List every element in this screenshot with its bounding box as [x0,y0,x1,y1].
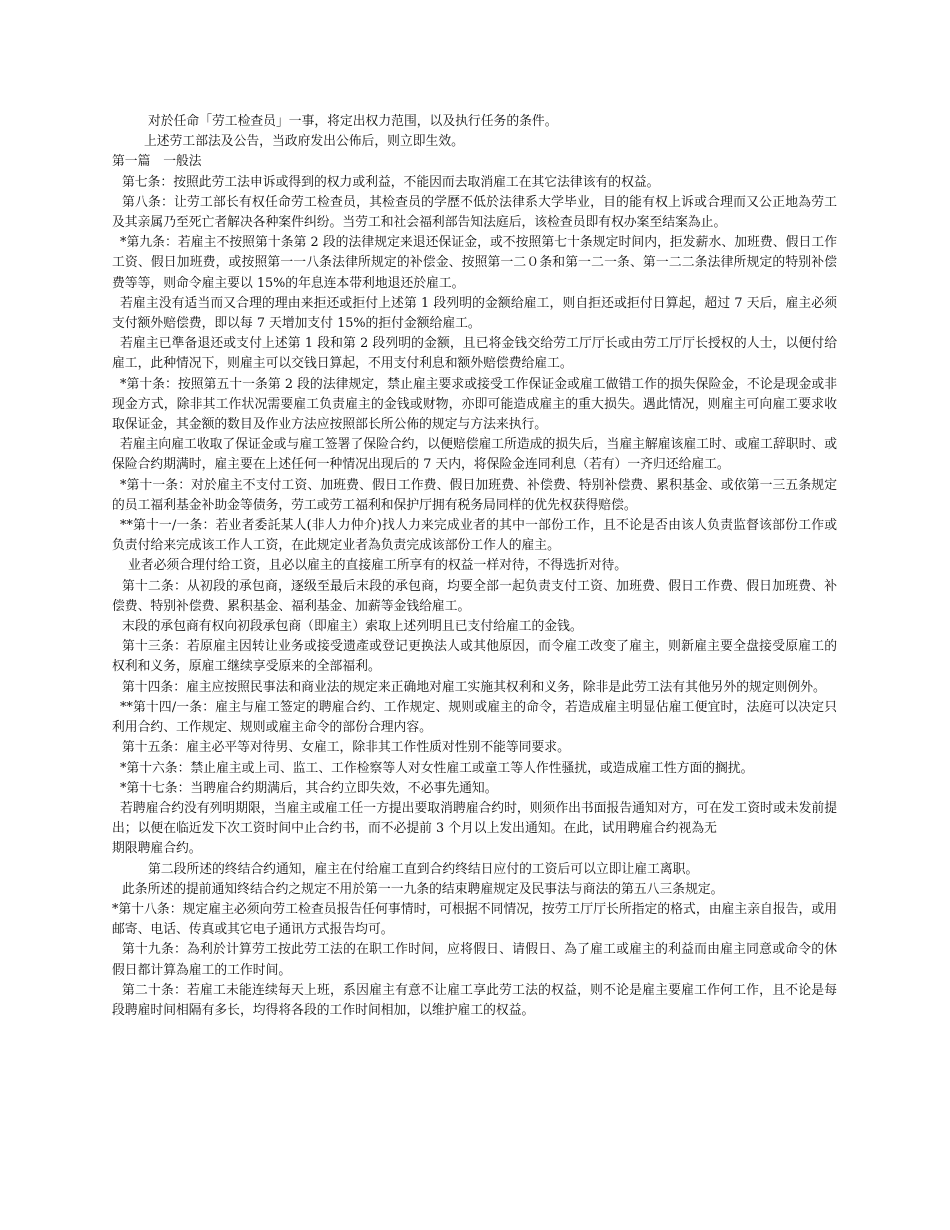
paragraph-effective-date: 上述劳工部法及公告，当政府发出公佈后，则立即生效。 [144,134,464,150]
article-12: 第十二条：从初段的承包商，逐级至最后末段的承包商，均要全部一起负责支付工资、加班费、假日工作费、假日加班费、补偿费、特别补偿费、累积基金、福利基金、加薪等金钱给雇工。 [112,578,837,614]
article-11: *第十一条：对於雇主不支付工资、加班费、假日工作费、假日加班费、补偿费、特别补偿费、累积基金、或依第一三五条规定的员工福利基金补助金等债务，劳工或劳工福利和保护厅拥有税务局同样的优先权获得赔偿。 [112,477,837,513]
article-18: *第十八条：规定雇主必须向劳工检查员报告任何事情时，可根据不同情况，按劳工厅厅长所指定的格式，由雇主亲自报告，或用邮寄、电话、传真或其它电子通讯方式报告均可。 [112,901,837,938]
article-20: 第二十条：若雇工未能连续每天上班，系因雇主有意不让雇工享此劳工法的权益，则不论是雇主要雇工作何工作，且不论是每段聘雇时间相隔有多长，均得将各段的工作时间相加，以维护雇工的权益。 [112,982,837,1018]
article-9-para-2: 若雇主没有适当而又合理的理由来拒还或拒付上述第 1 段列明的金额给雇工，则自拒还或拒付日算起，超过 7 天后，雇主必须支付额外赔偿费，即以每 7 天增加支付 15%的拒付金额给雇工。 [112,295,837,332]
article-12-para-2: 末段的承包商有权向初段承包商（即雇主）索取上述列明且已支付给雇工的金钱。 [122,619,583,635]
article-11-1-para-2: 业者必须合理付给工资，且必以雇主的直接雇工所享有的权益一样对待，不得选折对待。 [128,558,628,574]
article-17-para-3: 第二段所述的终结合约通知，雇主在付给雇工直到合约终结日应付的工资后可以立即让雇工离职。 [148,861,699,877]
article-17-para-2: 若聘雇合约没有列明期限，当雇主或雇工任一方提出要取消聘雇合约时，则须作出书面报告通知对方，可在发工资时或未发前提出；以便在临近发下次工资时间中止合约书，而不必提前 3 个月以上发出通知。在此，试用聘雇合约视為无 [112,800,837,837]
article-15: 第十五条：雇主必平等对待男、女雇工，除非其工作性质对性别不能等同要求。 [122,740,570,756]
article-17-para-4: 此条所述的提前通知终结合约之规定不用於第一一九条的结束聘雇规定及民事法与商法的第五八三条规定。 [122,881,724,897]
chapter-heading: 第一篇 一般法 [112,154,202,170]
article-19: 第十九条：為利於计算劳工按此劳工法的在职工作时间，应将假日、请假日、為了雇工或雇主的利益而由雇主同意或命令的休假日都计算為雇工的工作时间。 [112,942,837,978]
article-10-para-2: 若雇主向雇工收取了保证金或与雇工签署了保险合约，以便赔偿雇工所造成的损失后，当雇主解雇该雇工时、或雇工辞职时、或保险合约期满时，雇主要在上述任何一种情况出现后的 7 天内，将保险金连同利息（若有）一齐归还给雇工。 [112,437,837,473]
article-9-para-3: 若雇主已準备退还或支付上述第 1 段和第 2 段列明的金额，且已将金钱交给劳工厅厅长或由劳工厅厅长授权的人士，以便付给雇工，此种情况下，则雇主可以交钱日算起，不用支付利息和额外赔偿费给雇工。 [112,336,837,372]
article-14-1: **第十四/一条：雇主与雇工签定的聘雇合约、工作规定、规则或雇主的命令，若造成雇主明显佔雇工便宜时，法庭可以决定只利用合约、工作规定、规则或雇主命令的部份合理内容。 [112,699,837,736]
article-16: *第十六条：禁止雇主或上司、监工、工作检察等人对女性雇工或童工等人作性骚扰，或造成雇工性方面的搁扰。 [120,760,754,776]
document-page [112,112,837,1021]
article-17: *第十七条：当聘雇合约期满后，其合约立即失效，不必事先通知。 [120,780,498,796]
article-10: *第十条：按照第五十一条第 2 段的法律规定，禁止雇主要求或接受工作保证金或雇工做错工作的损失保险金，不论是现金或非现金方式，除非其工作状况需要雇工负责雇主的金钱或财物，亦即可能造成雇主的重大损失。遇此情况，则雇主可向雇工要求收取保证金，其金额的数目及作业方法应按照部长所公佈的规定与方法来执行。 [112,376,837,433]
article-9: *第九条：若雇主不按照第十条第 2 段的法律规定来退还保证金，或不按照第七十条规定时间内，拒发薪水、加班费、假日工作工资、假日加班费，或按照第一一八条法律所规定的补偿金、按照第一二０条和第一二一条、第一二二条法律所规定的特别补偿费等等，则命令雇主要以 15%的年息连本带利地退还於雇工。 [112,235,837,291]
article-14: 第十四条：雇主应按照民事法和商业法的规定来正确地对雇工实施其权利和义务，除非是此劳工法有其他另外的规定则例外。 [122,679,826,695]
article-11-1: **第十一/一条：若业者委託某人(非人力仲介)找人力来完成业者的其中一部份工作，且不论是否由该人负责监督该部份工作或负责付给来完成该工作人工资，在此规定业者為负责完成该部份工作人的雇主。 [112,518,837,554]
article-8: 第八条：让劳工部长有权任命劳工检查员，其检查员的学歷不低於法律系大学毕业，目的能有权上诉或合理而又公正地為劳工及其亲属乃至死亡者解决各种案件纠纷。当劳工和社会福利部告知法庭后，该检查员即有权办案至结案為止。 [112,194,837,231]
article-17-para-2-cont: 期限聘雇合约。 [112,841,202,857]
paragraph-inspector-appointment: 对於任命「劳工检查员」一事，将定出权力范围，以及执行任务的条件。 [148,114,558,129]
article-7: 第七条：按照此劳工法申诉或得到的权力或利益，不能因而去取消雇工在其它法律该有的权益。 [122,174,660,190]
article-13: 第十三条：若原雇主因转让业务或接受遗產或登记更换法人或其他原因，而令雇工改变了雇主，则新雇主要全盘接受原雇工的权利和义务，原雇工继续享受原来的全部福利。 [112,639,837,675]
